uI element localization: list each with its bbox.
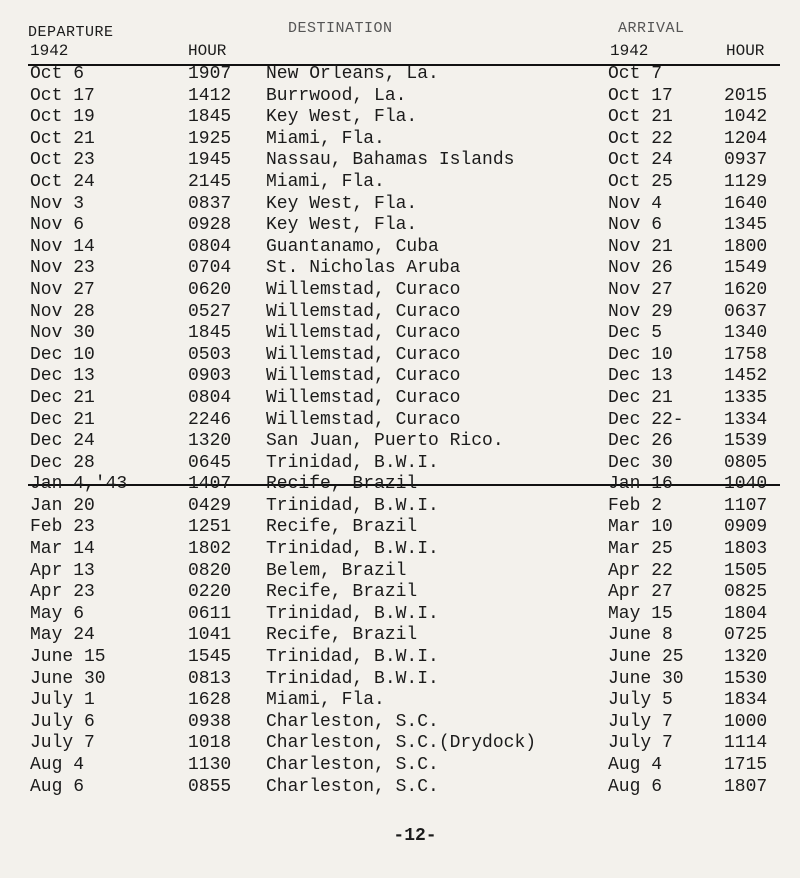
departure-hour: 1845 <box>188 323 232 344</box>
arrival-date: Dec 10 <box>608 344 673 365</box>
arrival-date: July 5 <box>608 690 673 711</box>
destination: Willemstad, Curaco <box>266 323 461 344</box>
departure-date: Dec 28 <box>30 452 95 473</box>
arrival-hour: 1800 <box>724 236 768 257</box>
arrival-date: Oct 22 <box>608 128 673 149</box>
arrival-hour: 1505 <box>724 560 768 581</box>
destination: Burrwood, La. <box>266 85 407 106</box>
departure-date: Oct 17 <box>30 85 95 106</box>
departure-date: Dec 21 <box>30 387 95 408</box>
arrival-hour: 1340 <box>724 323 768 344</box>
departure-date: Dec 24 <box>30 431 95 452</box>
arrival-hour: 1620 <box>724 279 768 300</box>
destination: Willemstad, Curaco <box>266 366 461 387</box>
arrival-date: July 7 <box>608 711 673 732</box>
table-row <box>0 150 800 172</box>
table-row <box>0 215 800 237</box>
departure-date: Apr 13 <box>30 560 95 581</box>
destination: Miami, Fla. <box>266 171 385 192</box>
arrival-date: Apr 22 <box>608 560 673 581</box>
arrival-date: Nov 4 <box>608 193 663 214</box>
table-row <box>0 194 800 216</box>
arrival-date: Oct 7 <box>608 64 663 84</box>
destination: Trinidad, B.W.I. <box>266 647 439 668</box>
departure-date: Feb 23 <box>30 517 95 538</box>
destination: Key West, Fla. <box>266 215 418 236</box>
table-row <box>0 496 800 518</box>
arrival-hour: 0937 <box>724 150 768 171</box>
arrival-header: ARRIVAL <box>618 20 685 37</box>
departure-hour-header: HOUR <box>188 42 227 60</box>
table-row <box>0 712 800 734</box>
arrival-date: Nov 6 <box>608 215 663 236</box>
table-row <box>0 107 800 129</box>
destination: Guantanamo, Cuba <box>266 236 439 257</box>
arrival-hour: 0825 <box>724 582 768 603</box>
destination: Trinidad, B.W.I. <box>266 668 439 689</box>
departure-date: Jan 20 <box>30 495 95 516</box>
table-row <box>0 86 800 108</box>
departure-hour: 1407 <box>188 474 232 495</box>
table-row <box>0 302 800 324</box>
departure-hour: 1251 <box>188 517 232 538</box>
destination: Trinidad, B.W.I. <box>266 603 439 624</box>
table-row <box>0 669 800 691</box>
table-row <box>0 604 800 626</box>
departure-hour: 0928 <box>188 215 232 236</box>
arrival-hour: 1000 <box>724 711 768 732</box>
arrival-date: Dec 21 <box>608 387 673 408</box>
departure-hour: 0704 <box>188 258 232 279</box>
table-row <box>0 777 800 799</box>
arrival-hour: 1107 <box>724 495 768 516</box>
arrival-hour: 0637 <box>724 301 768 322</box>
departure-hour: 0804 <box>188 387 232 408</box>
departure-date: July 7 <box>30 733 95 754</box>
arrival-date: Oct 25 <box>608 171 673 192</box>
departure-date: Oct 24 <box>30 171 95 192</box>
destination: Recife, Brazil <box>266 582 418 603</box>
departure-hour: 1925 <box>188 128 232 149</box>
arrival-hour: 1834 <box>724 690 768 711</box>
departure-hour: 0429 <box>188 495 232 516</box>
destination: Nassau, Bahamas Islands <box>266 150 515 171</box>
arrival-date: Nov 21 <box>608 236 673 257</box>
arrival-hour: 1452 <box>724 366 768 387</box>
departure-date: July 6 <box>30 711 95 732</box>
table-row <box>0 129 800 151</box>
departure-hour: 1412 <box>188 85 232 106</box>
arrival-date: Jan 16 <box>608 474 673 495</box>
arrival-date: Dec 26 <box>608 431 673 452</box>
departure-date: Dec 13 <box>30 366 95 387</box>
arrival-hour: 1640 <box>724 193 768 214</box>
departure-date: Apr 23 <box>30 582 95 603</box>
departure-date: Jan 4,'43 <box>30 474 128 495</box>
departure-hour: 0611 <box>188 603 232 624</box>
arrival-hour: 1530 <box>724 668 768 689</box>
arrival-hour: 1803 <box>724 539 768 560</box>
table-row <box>0 582 800 604</box>
arrival-hour: 1549 <box>724 258 768 279</box>
departure-hour: 0220 <box>188 582 232 603</box>
departure-date: June 15 <box>30 647 106 668</box>
table-row <box>0 388 800 410</box>
table-row <box>0 517 800 539</box>
departure-date: Nov 6 <box>30 215 85 236</box>
departure-date: May 6 <box>30 603 85 624</box>
departure-date: Mar 14 <box>30 539 95 560</box>
arrival-date: Aug 6 <box>608 776 663 797</box>
table-row <box>0 690 800 712</box>
departure-date: Oct 23 <box>30 150 95 171</box>
table-row <box>0 366 800 388</box>
arrival-hour: 1042 <box>724 107 768 128</box>
departure-date: June 30 <box>30 668 106 689</box>
table-row <box>0 323 800 345</box>
arrival-date: Aug 4 <box>608 755 663 775</box>
departure-hour: 1802 <box>188 539 232 560</box>
page-number: -12- <box>393 826 437 846</box>
departure-hour: 0645 <box>188 452 232 473</box>
table-row <box>0 474 800 496</box>
departure-hour: 1320 <box>188 431 232 452</box>
departure-year: 1942 <box>30 42 69 60</box>
arrival-hour: 1040 <box>724 474 768 495</box>
arrival-date: Apr 27 <box>608 582 673 603</box>
arrival-hour: 0805 <box>724 452 768 473</box>
table-row <box>0 237 800 259</box>
arrival-date: Feb 2 <box>608 495 663 516</box>
arrival-date: Oct 17 <box>608 85 673 106</box>
table-row <box>0 453 800 475</box>
destination: Miami, Fla. <box>266 690 385 711</box>
departure-date: Nov 3 <box>30 193 85 214</box>
arrival-date: Mar 10 <box>608 517 673 538</box>
table-row <box>0 280 800 302</box>
departure-date: Oct 19 <box>30 107 95 128</box>
arrival-hour: 1758 <box>724 344 768 365</box>
arrival-hour: 1334 <box>724 409 768 430</box>
departure-hour: 1845 <box>188 107 232 128</box>
arrival-date: May 15 <box>608 603 673 624</box>
departure-hour: 1628 <box>188 690 232 711</box>
departure-hour: 1945 <box>188 150 232 171</box>
departure-date: Aug 6 <box>30 776 85 797</box>
destination: Charleston, S.C. <box>266 755 439 775</box>
arrival-hour: 1204 <box>724 128 768 149</box>
destination: Belem, Brazil <box>266 560 407 581</box>
arrival-hour: 1320 <box>724 647 768 668</box>
arrival-hour: 0909 <box>724 517 768 538</box>
arrival-hour: 1114 <box>724 733 768 754</box>
arrival-date: Nov 29 <box>608 301 673 322</box>
departure-hour: 0820 <box>188 560 232 581</box>
arrival-date: Oct 21 <box>608 107 673 128</box>
table-row <box>0 410 800 432</box>
arrival-date: Mar 25 <box>608 539 673 560</box>
departure-hour: 0804 <box>188 236 232 257</box>
departure-hour: 0903 <box>188 366 232 387</box>
arrival-year: 1942 <box>610 42 649 60</box>
destination: Recife, Brazil <box>266 625 418 646</box>
departure-hour: 2145 <box>188 171 232 192</box>
arrival-date: June 25 <box>608 647 684 668</box>
destination: Willemstad, Curaco <box>266 301 461 322</box>
departure-hour: 2246 <box>188 409 232 430</box>
arrival-hour: 2015 <box>724 85 768 106</box>
destination: Willemstad, Curaco <box>266 279 461 300</box>
arrival-hour: 1345 <box>724 215 768 236</box>
departure-date: Aug 4 <box>30 755 85 775</box>
destination: Willemstad, Curaco <box>266 344 461 365</box>
destination: St. Nicholas Aruba <box>266 258 461 279</box>
departure-hour: 0620 <box>188 279 232 300</box>
table-row <box>0 64 800 86</box>
destination: Charleston, S.C.(Drydock) <box>266 733 537 754</box>
destination: New Orleans, La. <box>266 64 439 84</box>
table-row <box>0 733 800 755</box>
table-row <box>0 345 800 367</box>
destination: San Juan, Puerto Rico. <box>266 431 504 452</box>
destination: Trinidad, B.W.I. <box>266 539 439 560</box>
departure-hour: 0938 <box>188 711 232 732</box>
arrival-hour: 0725 <box>724 625 768 646</box>
table-row <box>0 172 800 194</box>
destination: Key West, Fla. <box>266 193 418 214</box>
destination: Willemstad, Curaco <box>266 409 461 430</box>
departure-date: Nov 23 <box>30 258 95 279</box>
departure-date: Oct 6 <box>30 64 85 84</box>
table-row <box>0 431 800 453</box>
departure-date: Oct 21 <box>30 128 95 149</box>
arrival-hour: 1715 <box>724 755 768 775</box>
destination-header: DESTINATION <box>288 20 393 37</box>
departure-hour: 1545 <box>188 647 232 668</box>
departure-hour: 0813 <box>188 668 232 689</box>
voyage-log-table <box>0 64 800 798</box>
departure-date: Nov 30 <box>30 323 95 344</box>
destination: Trinidad, B.W.I. <box>266 452 439 473</box>
arrival-date: Dec 22- <box>608 409 684 430</box>
destination: Miami, Fla. <box>266 128 385 149</box>
arrival-date: Oct 24 <box>608 150 673 171</box>
table-row <box>0 539 800 561</box>
departure-hour: 1130 <box>188 755 232 775</box>
arrival-hour: 1539 <box>724 431 768 452</box>
departure-hour: 0855 <box>188 776 232 797</box>
arrival-date: Dec 5 <box>608 323 663 344</box>
arrival-date: Nov 26 <box>608 258 673 279</box>
table-row <box>0 755 800 777</box>
arrival-date: July 7 <box>608 733 673 754</box>
arrival-date: June 8 <box>608 625 673 646</box>
arrival-hour: 1335 <box>724 387 768 408</box>
destination: Key West, Fla. <box>266 107 418 128</box>
destination: Recife, Brazil <box>266 474 418 495</box>
table-row <box>0 647 800 669</box>
table-row <box>0 258 800 280</box>
arrival-hour: 1807 <box>724 776 768 797</box>
arrival-hour-header: HOUR <box>726 42 765 60</box>
arrival-hour: 1804 <box>724 603 768 624</box>
arrival-hour: 1129 <box>724 171 768 192</box>
departure-date: Dec 10 <box>30 344 95 365</box>
departure-hour: 1018 <box>188 733 232 754</box>
departure-hour: 0503 <box>188 344 232 365</box>
arrival-date: June 30 <box>608 668 684 689</box>
destination: Trinidad, B.W.I. <box>266 495 439 516</box>
table-row <box>0 561 800 583</box>
departure-date: Nov 28 <box>30 301 95 322</box>
departure-header: DEPARTURE <box>28 24 114 41</box>
table-row <box>0 625 800 647</box>
departure-hour: 0527 <box>188 301 232 322</box>
arrival-date: Dec 30 <box>608 452 673 473</box>
departure-hour: 0837 <box>188 193 232 214</box>
destination: Recife, Brazil <box>266 517 418 538</box>
departure-hour: 1041 <box>188 625 232 646</box>
arrival-date: Nov 27 <box>608 279 673 300</box>
arrival-date: Dec 13 <box>608 366 673 387</box>
departure-date: Nov 27 <box>30 279 95 300</box>
destination: Charleston, S.C. <box>266 711 439 732</box>
departure-date: May 24 <box>30 625 95 646</box>
departure-date: July 1 <box>30 690 95 711</box>
departure-hour: 1907 <box>188 64 232 84</box>
destination: Charleston, S.C. <box>266 776 439 797</box>
destination: Willemstad, Curaco <box>266 387 461 408</box>
departure-date: Nov 14 <box>30 236 95 257</box>
departure-date: Dec 21 <box>30 409 95 430</box>
